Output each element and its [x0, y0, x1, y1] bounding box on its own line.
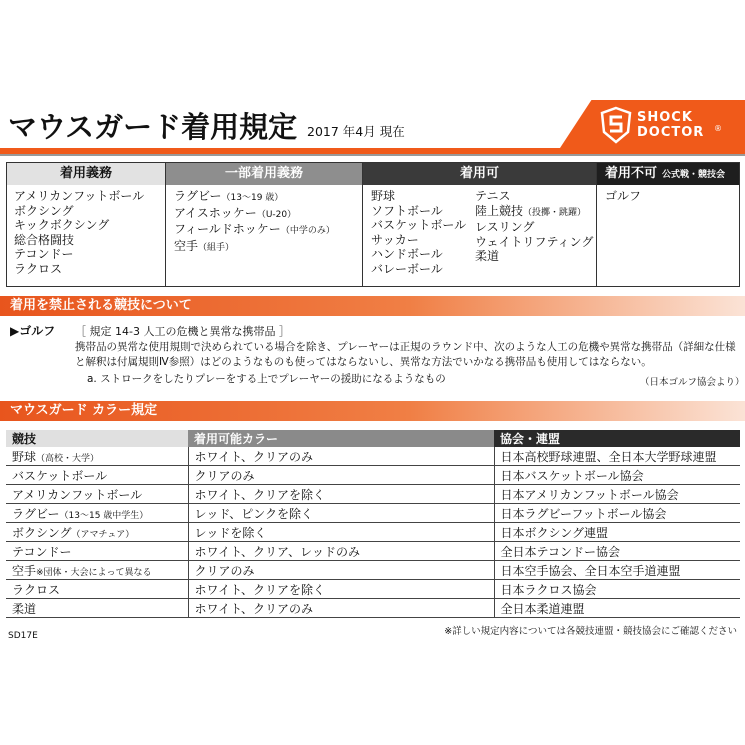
cell-sport: [6, 485, 188, 504]
list-item: [475, 189, 593, 204]
rule-text-line2: と解釈は付属規則Ⅳ参照）はどのようなものも使ってはならないし、異常な方法でいかなる携帯品も使用してはならない。: [75, 356, 652, 368]
cell-colors: ホワイト、クリア、レッドのみ: [188, 542, 494, 561]
table-row: [6, 485, 740, 504]
cell-colors: ホワイト、クリアのみ: [188, 447, 494, 466]
item-name: 柔道: [475, 249, 500, 263]
date-label: 2017 年4月 現在: [307, 124, 405, 139]
item-name: レスリング: [475, 220, 535, 234]
table-row: [6, 523, 740, 542]
cell-sport: [6, 599, 188, 618]
list-item: サッカー: [371, 232, 419, 247]
category-table: [6, 162, 740, 287]
prohibited-sublabel: 公式戦・競技会: [662, 170, 726, 180]
cell-sport: [6, 447, 188, 466]
cell-sport: [6, 504, 188, 523]
golf-label: ▶ゴルフ: [10, 324, 56, 338]
item-note: （13〜19 歳）: [221, 193, 284, 203]
list-item: [174, 239, 362, 256]
partial-list: [166, 185, 362, 255]
cell-colors: ホワイト、クリアを除く: [188, 580, 494, 599]
col-mandatory-header: 着用義務: [7, 163, 165, 185]
cell-colors: クリアのみ: [188, 561, 494, 580]
item-name: 陸上競技: [475, 203, 524, 218]
shock-doctor-logo: [600, 104, 740, 146]
header-association: 協会・連盟: [494, 430, 740, 447]
col-mandatory: [7, 163, 165, 286]
table-row: [6, 542, 740, 561]
rule-text-line3: a. ストロークをしたりプレーをする上でプレーヤーの援助になるようなもの: [87, 373, 446, 385]
item-note: （U-20）: [256, 209, 297, 220]
header-rule-gray: [0, 154, 745, 156]
cell-colors: ホワイト、クリアのみ: [188, 599, 494, 618]
list-item: [475, 220, 593, 235]
list-item: バレーボール: [371, 261, 443, 276]
list-item: ゴルフ: [605, 189, 642, 203]
cell-association: 全日本テコンドー協会: [494, 542, 740, 561]
list-item: バスケットボール: [371, 218, 467, 232]
cell-association: 全日本柔道連盟: [494, 599, 740, 618]
logo-text-line1: SHOCK: [637, 110, 693, 125]
table-row: [6, 561, 740, 580]
item-name: フィールドホッケー: [174, 222, 281, 236]
cell-colors: ホワイト、クリアを除く: [188, 485, 494, 504]
table-row: [6, 599, 740, 618]
registered-mark: ®: [714, 124, 722, 133]
col-allowed: [362, 163, 596, 286]
list-item: [174, 189, 362, 206]
section-heading-prohibited: 着用を禁止される競技について: [0, 296, 745, 316]
item-note: （組手）: [198, 242, 235, 253]
cell-association: 日本空手協会、全日本空手道連盟: [494, 561, 740, 580]
col-allowed-header: 着用可: [363, 163, 596, 185]
list-item: ボクシング: [14, 203, 74, 218]
col-partial: [165, 163, 362, 286]
cell-association: 日本高校野球連盟、全日本大学野球連盟: [494, 447, 740, 466]
item-name: アイスホッケー: [174, 205, 257, 220]
table-row: [6, 447, 740, 466]
cell-sport: [6, 580, 188, 599]
cell-association: 日本アメリカンフットボール協会: [494, 485, 740, 504]
shield-logo-icon: [600, 106, 632, 144]
sport-name: 空手: [12, 563, 37, 578]
list-item: [475, 235, 593, 250]
sport-note: （13〜15 歳中学生）: [59, 510, 149, 521]
cell-association: 日本ラクロス協会: [494, 580, 740, 599]
sport-name: ラクロス: [12, 582, 61, 597]
sport-name: 柔道: [12, 601, 37, 616]
col-partial-header: 一部着用義務: [166, 163, 362, 185]
footer-note: ※詳しい規定内容については各競技連盟・競技協会にご確認ください: [444, 626, 737, 637]
list-item: 総合格闘技: [14, 232, 75, 247]
sport-note: （アマチュア）: [71, 529, 135, 540]
logo-text-line2: DOCTOR: [637, 125, 705, 140]
cell-sport: [6, 542, 188, 561]
section-heading-color: マウスガード カラー規定: [0, 401, 745, 421]
sport-name: ラグビー: [12, 506, 60, 521]
cell-sport: [6, 466, 188, 485]
color-rules-table: [6, 430, 740, 618]
sport-note: （高校・大学）: [36, 453, 100, 464]
list-item: 野球: [371, 189, 396, 203]
header-colors: 着用可能カラー: [188, 430, 494, 447]
mandatory-list: [7, 185, 165, 276]
cell-association: 日本バスケットボール協会: [494, 466, 740, 485]
rule-title: ［ 規定 14-3 人工の危機と異常な携帯品 ］: [75, 325, 290, 338]
cell-association: 日本ラグビーフットボール協会: [494, 504, 740, 523]
list-item: [174, 222, 362, 239]
col-prohibited-header: [597, 163, 739, 185]
list-item: ソフトボール: [371, 203, 443, 218]
cell-colors: レッド、ピンクを除く: [188, 504, 494, 523]
cell-association: 日本ボクシング連盟: [494, 523, 740, 542]
cell-colors: レッドを除く: [188, 523, 494, 542]
list-item: [174, 206, 362, 223]
document-code: SD17E: [8, 631, 38, 641]
page-title: マウスガード着用規定: [8, 110, 298, 144]
sport-note: ※団体・大会によって異なる: [36, 567, 152, 578]
allowed-list-left: [371, 189, 466, 276]
allowed-list-right: [475, 189, 593, 264]
item-note: （投擲・跳躍）: [523, 207, 587, 218]
sport-name: 野球: [12, 449, 37, 464]
rule-source: （日本ゴルフ協会より）: [640, 377, 745, 388]
list-item: ラクロス: [14, 261, 63, 276]
prohibited-list: [597, 185, 739, 204]
table-header-row: [6, 430, 740, 447]
item-name: テニス: [475, 189, 511, 203]
list-item: アメリカンフットボール: [14, 189, 145, 203]
cell-sport: [6, 561, 188, 580]
item-name: ウェイトリフティング: [475, 234, 594, 249]
list-item: キックボクシング: [14, 218, 110, 232]
cell-sport: [6, 523, 188, 542]
prohibited-label: 着用不可: [605, 166, 658, 181]
header-sport: 競技: [6, 430, 188, 447]
item-name: 空手: [174, 238, 199, 253]
col-prohibited: [596, 163, 739, 286]
item-name: ラグビー: [174, 189, 222, 203]
sport-name: テコンドー: [12, 544, 72, 559]
cell-colors: クリアのみ: [188, 466, 494, 485]
list-item: [475, 204, 593, 221]
rule-text-line1: 携帯品の異常な使用規則で決められている場合を除き、プレーヤーは正規のラウンド中、次のような人工の危機や異常な携帯品（詳細な仕様: [75, 341, 736, 353]
table-row: [6, 580, 740, 599]
sport-name: バスケットボール: [12, 468, 108, 483]
table-row: [6, 466, 740, 485]
item-note: （中学のみ）: [280, 226, 335, 236]
list-item: ハンドボール: [371, 247, 443, 261]
sport-name: ボクシング: [12, 525, 72, 540]
list-item: [475, 249, 593, 264]
table-row: [6, 504, 740, 523]
sport-name: アメリカンフットボール: [12, 487, 143, 502]
list-item: テコンドー: [14, 247, 74, 261]
